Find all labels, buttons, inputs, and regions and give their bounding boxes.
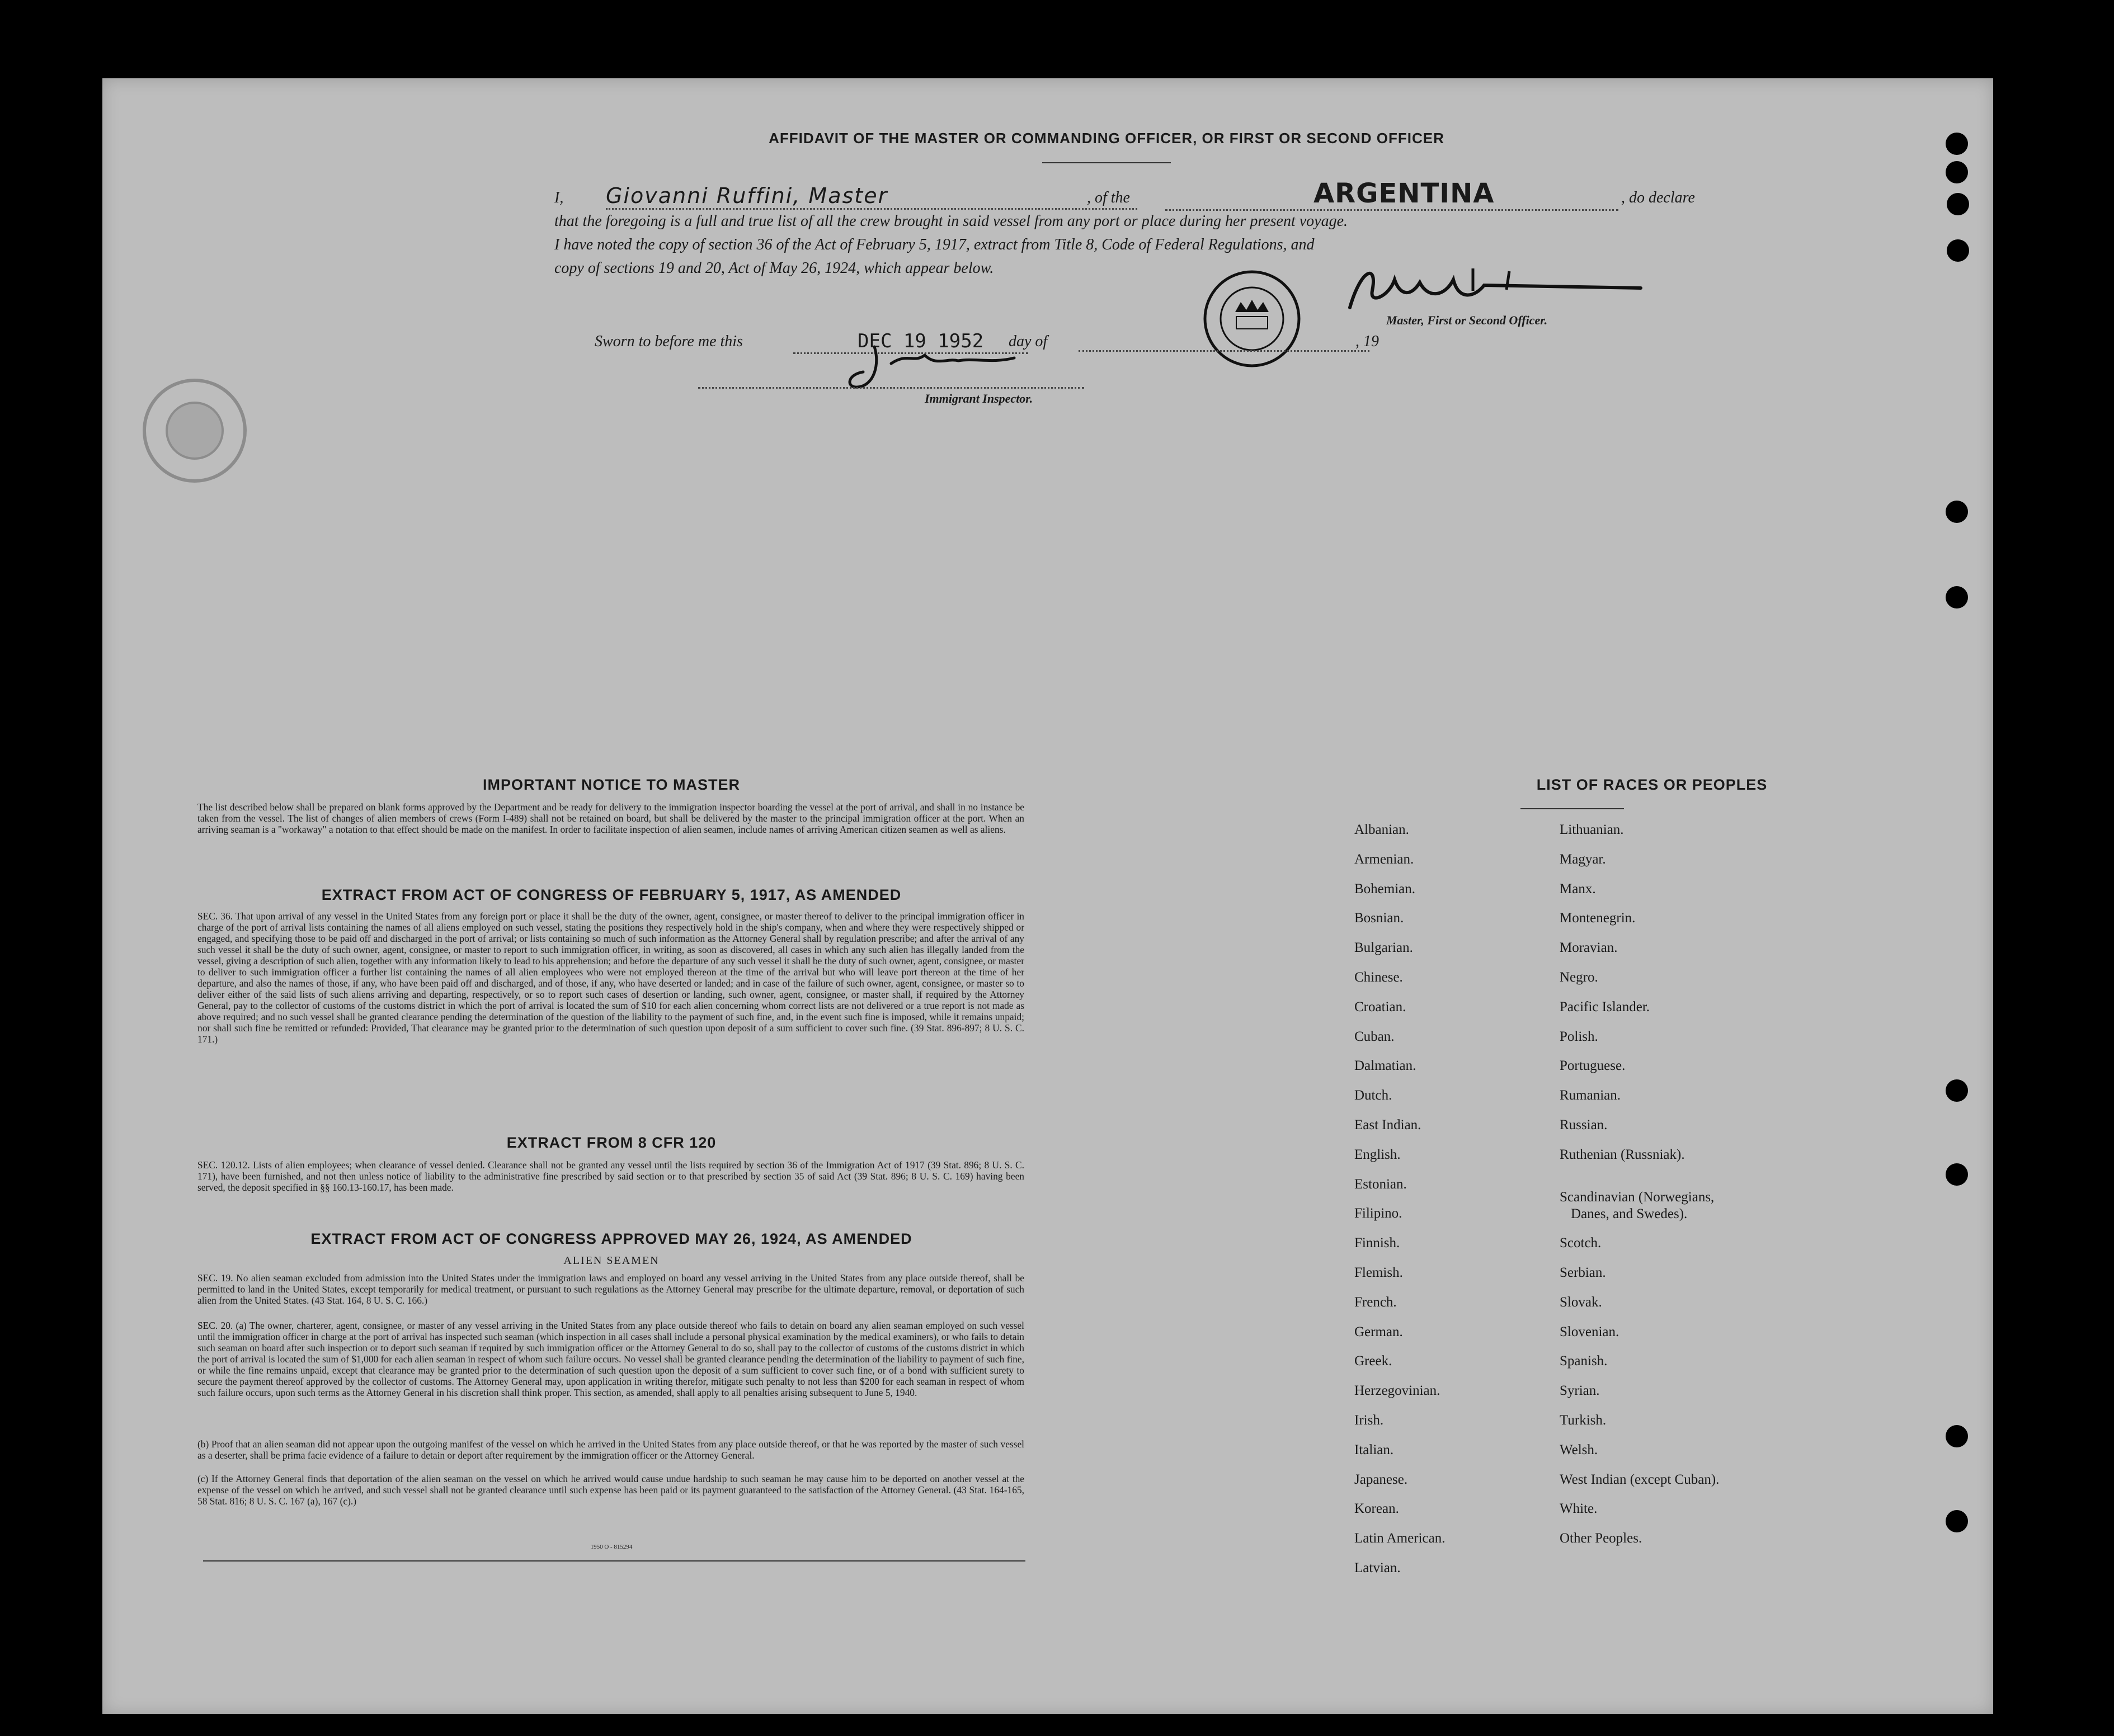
master-caption: Master, First or Second Officer. bbox=[1386, 313, 1548, 327]
extract-1924-title: EXTRACT FROM ACT OF CONGRESS APPROVED MAY 26, 1924, AS AMENDED bbox=[310, 1230, 912, 1247]
home-lines-stamp bbox=[1202, 268, 1302, 369]
affidavit-i-label: I, bbox=[554, 189, 564, 206]
affidavit-line-4: copy of sections 19 and 20, Act of May 26, 1924, which appear below. bbox=[554, 260, 994, 277]
race-entry: Serbian. bbox=[1560, 1265, 1606, 1280]
race-entry: Bulgarian. bbox=[1354, 940, 1413, 956]
master-name: Giovanni Ruffini, Master bbox=[606, 183, 1137, 210]
affidavit-line-2: that the foregoing is a full and true list of all the crew brought in said vessel from any port or place during her present voyage. bbox=[554, 213, 1348, 230]
race-entry: Ruthenian (Russniak). bbox=[1560, 1147, 1685, 1162]
extract-1924-p4: (c) If the Attorney General finds that deportation of the alien seaman on the vessel on which he arrived would cause undue hardship to such seaman he may cause him to be deported on another vessel at the expense of the vessel on which he arrived, and such vessel shall not be granted clearance until such expense has been paid or its payment guaranteed to the satisfaction of the Attorney General. (43 Stat. 164-165, 58 Stat. 816; 8 U. S. C. 167 (a), 167 (c).) bbox=[197, 1473, 1024, 1507]
race-entry: East Indian. bbox=[1354, 1117, 1421, 1133]
race-entry: Danes, and Swedes). bbox=[1571, 1206, 1688, 1222]
race-entry: German. bbox=[1354, 1324, 1403, 1339]
race-entry: Herzegovinian. bbox=[1354, 1383, 1440, 1399]
race-entry: Other Peoples. bbox=[1560, 1531, 1642, 1546]
notice-title: IMPORTANT NOTICE TO MASTER bbox=[483, 776, 740, 793]
extract-1924-subtitle: ALIEN SEAMEN bbox=[563, 1254, 660, 1267]
race-entry: French. bbox=[1354, 1294, 1397, 1310]
race-entry: Rumanian. bbox=[1560, 1088, 1621, 1103]
punch-hole bbox=[1946, 1425, 1968, 1447]
document-page bbox=[102, 78, 1993, 1714]
punch-hole bbox=[1946, 1510, 1968, 1532]
race-entry: Latvian. bbox=[1354, 1560, 1401, 1575]
race-entry: Latin American. bbox=[1354, 1531, 1446, 1546]
affidavit-heading: AFFIDAVIT OF THE MASTER OR COMMANDING OFFICER, OR FIRST OR SECOND OFFICER bbox=[769, 130, 1444, 147]
race-entry: Negro. bbox=[1560, 970, 1598, 985]
notice-body: The list described below shall be prepared on blank forms approved by the Department and be ready for delivery to the immigration inspector boarding the vessel at the port of arrival, and shall in no instance be taken from the vessel. The list of changes of alien members of crews (Form I-489) shall not be retained on board, but shall be delivered by the master to the principal immigration officer at the port. When an arriving seaman is a "workaway" a notation to that effect should be made on the manifest. In order to facilitate inspection of alien seamen, include names of arriving American citizen seamen as well as aliens. bbox=[197, 801, 1024, 835]
extract-1924-p1: SEC. 19. No alien seaman excluded from admission into the United States under the immigration laws and employed on board any vessel arriving in the United States from any place outside thereof, shall be permitted to land in the United States, except temporarily for medical treatment, or pursuant to such regulations as the Attorney General may prescribe for the ultimate departure, removal, or deportation of such alien from the United States. (43 Stat. 164, 8 U. S. C. 166.) bbox=[197, 1272, 1024, 1306]
race-entry: Scotch. bbox=[1560, 1235, 1602, 1251]
punch-hole bbox=[1947, 193, 1969, 215]
sworn-day-of: day of bbox=[1009, 333, 1048, 350]
extract-cfr-body: SEC. 120.12. Lists of alien employees; when clearance of vessel denied. Clearance shall not be granted any vessel until the lists required by section 36 of the Immigration Act of 1917 (39 Stat. 896; 8 U. S. C. 171), have been furnished, and not then unless notice of liability to the administrative fine prescribed by said section or to that prescribed by section 35 of said Act (39 Stat. 896; 8 U. S. C. 169) having been served, the deposit specified in §§ 160.13-160.17, has been made. bbox=[197, 1159, 1024, 1193]
race-entry: Manx. bbox=[1560, 881, 1596, 897]
sworn-year-prefix: , 19 bbox=[1355, 333, 1379, 350]
race-entry: Dalmatian. bbox=[1354, 1058, 1416, 1074]
race-entry: Slovenian. bbox=[1560, 1324, 1619, 1339]
inspector-line bbox=[698, 385, 1084, 389]
race-entry: Chinese. bbox=[1354, 970, 1403, 985]
punch-hole bbox=[1946, 133, 1968, 155]
race-entry: Finnish. bbox=[1354, 1235, 1400, 1251]
race-entry: Turkish. bbox=[1560, 1413, 1607, 1428]
race-entry: English. bbox=[1354, 1147, 1401, 1162]
race-entry: Scandinavian (Norwegians, bbox=[1560, 1190, 1715, 1205]
vessel-name: ARGENTINA bbox=[1165, 178, 1618, 211]
inspector-signature bbox=[830, 341, 1087, 391]
race-entry: Russian. bbox=[1560, 1117, 1608, 1133]
punch-hole bbox=[1946, 586, 1968, 608]
race-entry: Polish. bbox=[1560, 1029, 1598, 1044]
punch-hole bbox=[1946, 1079, 1968, 1102]
heading-underline bbox=[1042, 162, 1171, 163]
race-entry: Croatian. bbox=[1354, 999, 1406, 1015]
race-entry: Flemish. bbox=[1354, 1265, 1403, 1280]
race-entry: Irish. bbox=[1354, 1413, 1384, 1428]
race-entry: Japanese. bbox=[1354, 1471, 1408, 1487]
extract-cfr-title: EXTRACT FROM 8 CFR 120 bbox=[506, 1134, 717, 1151]
sworn-date: DEC 19 1952 bbox=[793, 330, 1028, 354]
faint-seal bbox=[133, 375, 256, 487]
punch-hole bbox=[1947, 239, 1969, 262]
punch-hole bbox=[1946, 1163, 1968, 1186]
extract-1917-body: SEC. 36. That upon arrival of any vessel in the United States from any foreign port or place it shall be the duty of the owner, agent, consignee, or master thereof to deliver to the principal immigration officer in charge of the port of arrival lists containing the names of all aliens employed on such vessel, stating the positions they respectively hold in the ship's company, when and where they were respectively shipped or engaged, and specifying those to be paid off and discharged in the port of arrival; or lists containing so much of such information as the Attorney General shall by regulation prescribe; and after the arrival of any such vessel it shall be the duty of such owner, agent, consignee, or master to report to such immigration officer, in writing, as soon as discovered, all cases in which any such alien has illegally landed from the vessel, giving a description of such alien, together with any information likely to lead to his apprehension; and before the departure of any such vessel it shall be the duty of such owner, agent, consignee, or master to deliver to such immigration officer a further list containing the names of all alien employees who were not employed thereon at the time of the arrival but who will leave port thereon at the time of her departure, and also the names of those, if any, who have been paid off and discharged, and of those, if any, who have deserted or landed; and in case of the failure of such owner, agent, consignee, or master so to deliver either of the said lists of such aliens arriving and departing, respectively, or so to report such cases of desertion or landing, such owner, agent, consignee, or master shall, if required by the Attorney General, pay to the collector of customs of the customs district in which the port of arrival is located the sum of $10 for each alien concerning whom correct lists are not delivered or a true report is not made as above required; and no such vessel shall be granted clearance pending the determination of the question of the liability to the payment of such fine, and, in the event such fine is imposed, while it remains unpaid; nor shall such fine be remitted or refunded: Provided, That clearance may be granted prior to the determination of such question upon deposit of a sum sufficient to cover such fine. (39 Stat. 896-897; 8 U. S. C. 171.) bbox=[197, 911, 1024, 1045]
affidavit-line-3: I have noted the copy of section 36 of the Act of February 5, 1917, extract from Title 8, Code of Federal Regulations, and bbox=[554, 236, 1315, 253]
race-entry: Pacific Islander. bbox=[1560, 999, 1650, 1015]
race-entry: Lithuanian. bbox=[1560, 822, 1624, 837]
race-entry: Portuguese. bbox=[1560, 1058, 1626, 1074]
races-title: LIST OF RACES OR PEOPLES bbox=[1536, 776, 1768, 793]
race-entry: Syrian. bbox=[1560, 1383, 1600, 1399]
race-entry: Slovak. bbox=[1560, 1294, 1602, 1310]
race-entry: Bosnian. bbox=[1354, 911, 1404, 926]
extract-1917-title: EXTRACT FROM ACT OF CONGRESS OF FEBRUARY 5, 1917, AS AMENDED bbox=[321, 886, 902, 903]
affidavit-do-declare: , do declare bbox=[1621, 189, 1695, 206]
race-entry: Montenegrin. bbox=[1560, 911, 1636, 926]
race-entry: Dutch. bbox=[1354, 1088, 1392, 1103]
race-entry: Armenian. bbox=[1354, 851, 1414, 867]
races-underline bbox=[1520, 808, 1624, 809]
race-entry: Italian. bbox=[1354, 1442, 1394, 1457]
punch-hole bbox=[1946, 161, 1968, 183]
race-entry: Estonian. bbox=[1354, 1176, 1407, 1192]
race-entry: Welsh. bbox=[1560, 1442, 1598, 1457]
race-entry: West Indian (except Cuban). bbox=[1560, 1471, 1720, 1487]
extract-1924-p2: SEC. 20. (a) The owner, charterer, agent, consignee, or master of any vessel arriving in the United States from any place outside thereof who fails to detain on board any alien seaman employed on such vessel until the immigration officer in charge at the port of arrival has inspected such seaman (which inspection in all cases shall include a personal physical examination by the medical examiners), or who fails to detain such seaman on board after such inspection or to deport such seaman if required by such immigration officer or the Attorney General to do so, shall pay to the collector of customs of the customs district in which the port of arrival is located the sum of $1,000 for each alien seaman in respect of whom such failure occurs. No vessel shall be granted clearance pending the determination of the liability to payment of such fine, or while the fine remains unpaid, except that clearance may be granted prior to the determination of such question upon the deposit of a sum sufficient to cover such fine, or of a bond with sufficient surety to secure the payment thereof approved by the collector of customs. The Attorney General may, upon application in writing therefor, mitigate such penalty to not less than $200 for each seaman in respect of whom such failure occurs, upon such terms as the Attorney General in his discretion shall think proper. This section, as amended, shall apply to all penalties arising subsequent to June 5, 1940. bbox=[197, 1320, 1024, 1398]
race-entry: Albanian. bbox=[1354, 822, 1409, 837]
race-entry: Cuban. bbox=[1354, 1029, 1395, 1044]
master-signature bbox=[1339, 257, 1652, 319]
punch-hole bbox=[1946, 501, 1968, 523]
race-entry: White. bbox=[1560, 1501, 1598, 1517]
affidavit-of-the: , of the bbox=[1087, 189, 1130, 206]
race-entry: Magyar. bbox=[1560, 851, 1606, 867]
race-entry: Bohemian. bbox=[1354, 881, 1416, 897]
race-entry: Moravian. bbox=[1560, 940, 1618, 956]
race-entry: Filipino. bbox=[1354, 1206, 1402, 1221]
sworn-label: Sworn to before me this bbox=[595, 333, 743, 350]
inspector-caption: Immigrant Inspector. bbox=[925, 391, 1033, 405]
race-entry: Korean. bbox=[1354, 1501, 1399, 1517]
race-entry: Spanish. bbox=[1560, 1353, 1608, 1369]
extract-1924-p3: (b) Proof that an alien seaman did not appear upon the outgoing manifest of the vessel on which he arrived in the United States from any place outside thereof, or that he was reported by the master of such vessel as a deserter, shall be prima facie evidence of a failure to detain or deport after requirement by the immigration officer or the Attorney General. bbox=[197, 1438, 1024, 1461]
sworn-month-field bbox=[1079, 337, 1369, 352]
print-code: 1950 O - 815294 bbox=[590, 1544, 633, 1550]
bottom-rule bbox=[203, 1560, 1025, 1562]
race-entry: Greek. bbox=[1354, 1353, 1392, 1369]
